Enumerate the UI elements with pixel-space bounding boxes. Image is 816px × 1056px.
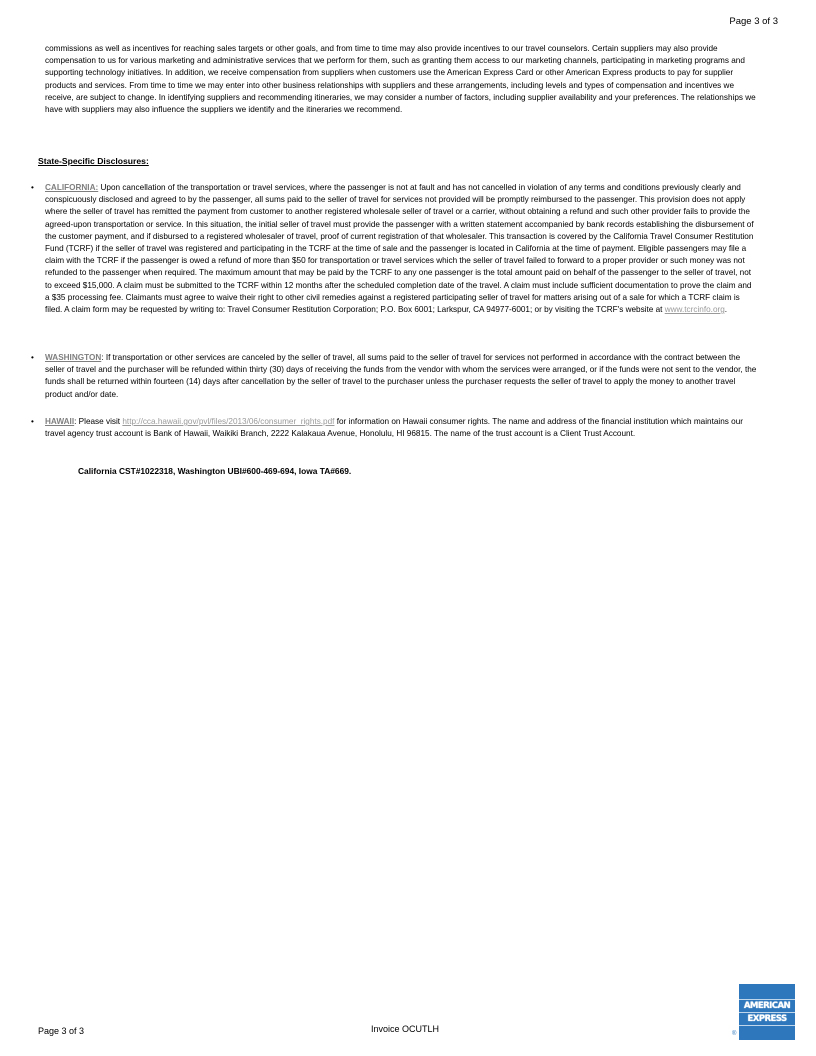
disclosure-hawaii-text-before: : Please visit (74, 417, 123, 426)
logo-word-american: AMERICAN (743, 1000, 791, 1011)
logo-stripe (739, 999, 795, 1000)
footer-invoice-label: Invoice OCUTLH (371, 1024, 440, 1034)
hawaii-consumer-rights-link[interactable]: http://cca.hawaii.gov/pvl/files/2013/06/consumer_rights.pdf (122, 417, 335, 426)
state-link-hawaii[interactable]: HAWAII (45, 417, 75, 426)
disclosure-california-end: . (724, 305, 728, 315)
state-link-california[interactable]: CALIFORNIA: (45, 183, 99, 192)
disclosure-hawaii (31, 416, 757, 440)
disclosure-washington (31, 352, 757, 401)
logo-stripe (739, 1025, 795, 1026)
footer-page-label: Page 3 of 3 (38, 1026, 85, 1036)
logo-word-express: EXPRESS (747, 1013, 787, 1024)
bullet-icon: • (31, 417, 34, 426)
state-disclosures-heading: State-Specific Disclosures: (38, 156, 149, 166)
header-page-label: Page 3 of 3 (729, 16, 778, 27)
license-numbers: California CST#1022318, Washington UBI#600-469-694, Iowa TA#669. (78, 466, 352, 476)
logo-stripe (739, 1012, 795, 1013)
bullet-icon: • (31, 183, 34, 192)
registered-mark: ® (732, 1031, 737, 1037)
american-express-logo (739, 984, 795, 1040)
disclosure-washington-text: : If transportation or other services are canceled by the seller of travel, all sums paid to the seller of travel for services not performed in accordance with the contract between the seller of travel and the purchaser will be refunded within thirty (30) days of receiving the funds from the vendor with whom the services were arranged, or if the funds were not sent to the vendor, the funds shall be returned within fourteen (14) days after cancellation by the seller of travel to the purchaser unless the purchaser requests the seller of travel to apply the money to another travel product and/or date. (45, 353, 757, 399)
disclosure-hawaii-text-after: for information on Hawaii consumer rights. The name and address of the financial institution which maintains our travel agency trust account is Bank of Hawaii, Waikiki Branch, 2222 Kalakaua Avenue, Honolulu, HI 96815. The name of the trust account is a Client Trust Account. (45, 417, 743, 439)
disclosure-california (31, 182, 757, 316)
state-link-washington[interactable]: WASHINGTON (45, 353, 102, 362)
disclosure-california-text: Upon cancellation of the transportation or travel services, where the passenger is not at fault and has not cancelled in violation of any terms and conditions previously clearly and conspicuously disclosed and agreed to by the passenger, all sums paid to the seller of travel for services not provided will be promptly reimbursed to the passenger. This provision does not apply where the seller of travel has remitted the payment from customer to another registered wholesale seller of travel or a carrier, without obtaining a refund and such other provider fails to provide the agreed-upon transportation or service. In this situation, the initial seller of travel must provide the passenger with a written statement accompanied by bank records establishing the disbursement of the customer payment, and if disbursed to a registered wholesaler of travel, proof of current registration of that wholesaler. This transaction is covered by the California Travel Consumer Restitution Fund (TCRF) if the seller of travel was registered and participating in the TCRF at the time of sale and the passenger is located in California at the time of payment. Eligible passengers may file a claim with the TCRF if the passenger is owed a refund of more than $50 for transportation or travel services which the seller of travel failed to forward to a proper provider or such money was not refunded to the passenger when required. The maximum amount that may be paid by the TCRF to any one passenger is the total amount paid on behalf of the passenger to the seller of travel, not to exceed $15,000. A claim must be submitted to the TCRF within 12 months after the scheduled completion date of the travel. A claim must include sufficient documentation to prove the claim and a $35 processing fee. Claimants must agree to waive their right to other civil remedies against a registered participating seller of travel for matters arising out of a sale for which a TCRF claim is filed. A claim form may be requested by writing to: Travel Consumer Restitution Corporation; P.O. Box 6001; Larkspur, CA 94977-6001; or by visiting the TCRF's website at (45, 183, 754, 315)
bullet-icon: • (31, 353, 34, 362)
intro-paragraph: commissions as well as incentives for reaching sales targets or other goals, and from time to time may also provide incentives to our travel counselors. Certain suppliers may also provide compensation to us for various marketing and administrative services that we perform for them, such as granting them access to our marketing channels, participating in marketing programs and supporting technology initiatives. In addition, we receive compensation from suppliers when customers use the American Express Card or other American Express products to pay for supplier products and services. From time to time we may enter into other business relationships with suppliers and these arrangements, including levels and types of compensation and incentives we receive, are subject to change. In identifying suppliers and recommending itineraries, we may consider a number of factors, including supplier availability and your preferences. The relationships we have with suppliers may also influence the suppliers we identify and the itineraries we recommend. (45, 44, 756, 115)
tcrf-website-link[interactable]: www.tcrcinfo.org (664, 305, 725, 315)
